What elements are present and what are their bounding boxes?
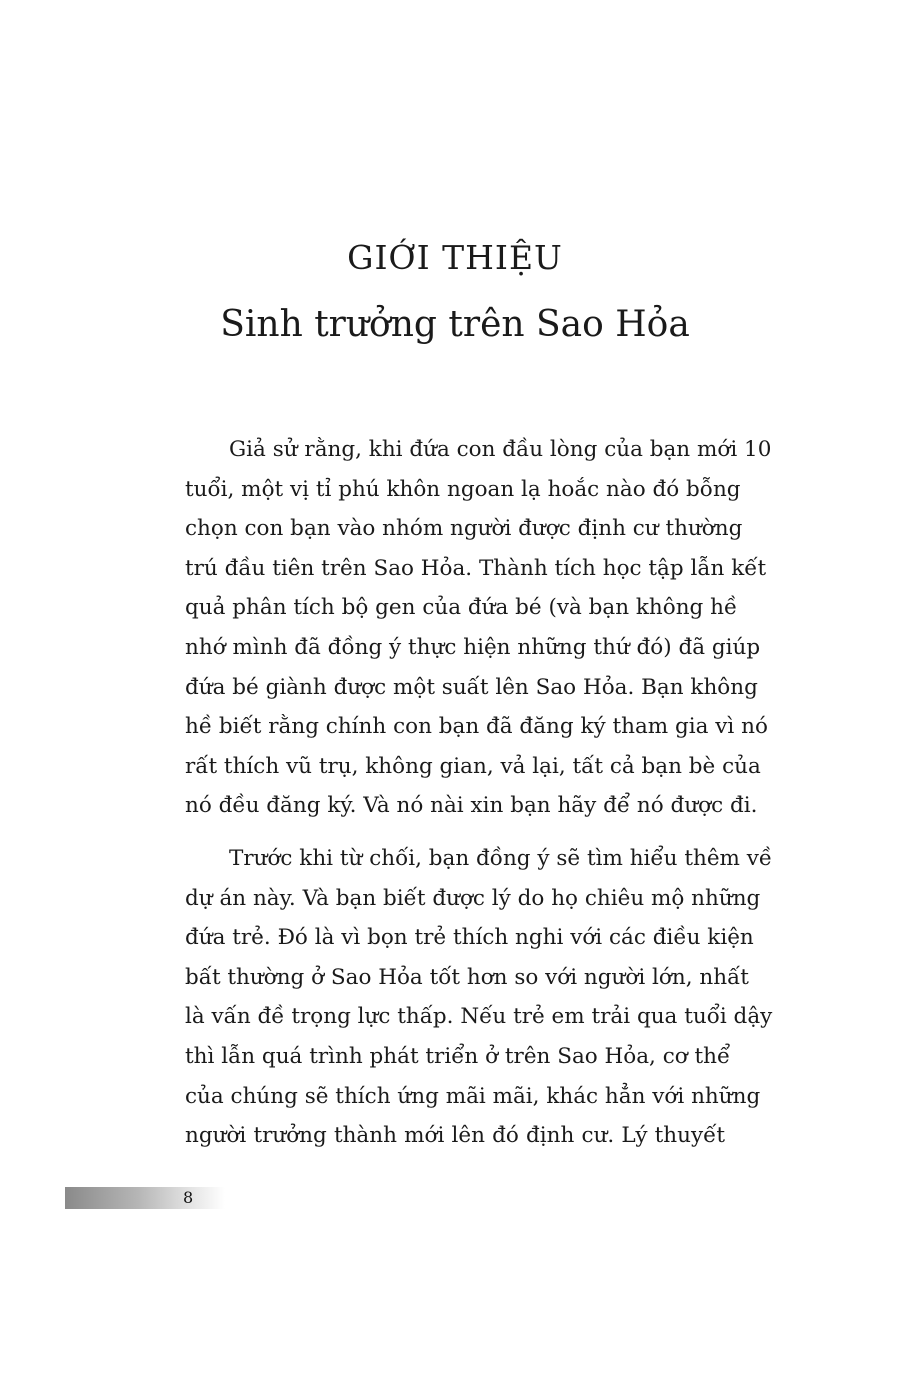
text-line: rất thích vũ trụ, không gian, vả lại, tất cả bạn bè của [185, 753, 761, 779]
page-number: 8 [183, 1188, 194, 1207]
paragraph-1 [185, 430, 772, 826]
text-line: của chúng sẽ thích ứng mãi mãi, khác hẳn với những [185, 1083, 761, 1109]
text-line: trú đầu tiên trên Sao Hỏa. Thành tích học tập lẫn kết [185, 555, 767, 581]
text-line: dự án này. Và bạn biết được lý do họ chiêu mộ những [185, 885, 761, 911]
text-line: hề biết rằng chính con bạn đã đăng ký tham gia vì nó [185, 714, 768, 740]
text-line: quả phân tích bộ gen của đứa bé (và bạn không hề [185, 595, 738, 621]
text-line: thì lẫn quá trình phát triển ở trên Sao Hỏa, cơ thể [185, 1043, 731, 1069]
chapter-label: GIỚI THIỆU [347, 238, 563, 277]
text-line: bất thường ở Sao Hỏa tốt hơn so với người lớn, nhất [185, 964, 749, 990]
paragraph-2 [185, 839, 773, 1156]
text-line: nhớ mình đã đồng ý thực hiện những thứ đó) đã giúp [185, 634, 761, 660]
chapter-title: Sinh trưởng trên Sao Hỏa [220, 304, 690, 345]
body-text [185, 430, 773, 1169]
text-line: nó đều đăng ký. Và nó nài xin bạn hãy để nó được đi. [185, 793, 758, 819]
text-line: người trưởng thành mới lên đó định cư. Lý thuyết [185, 1123, 725, 1149]
text-line: đứa trẻ. Đó là vì bọn trẻ thích nghi với các điều kiện [185, 925, 754, 951]
text-line: tuổi, một vị tỉ phú khôn ngoan lạ hoắc nào đó bỗng [185, 476, 741, 502]
text-line: Giả sử rằng, khi đứa con đầu lòng của bạn mới 10 [229, 437, 772, 462]
text-line: Trước khi từ chối, bạn đồng ý sẽ tìm hiểu thêm về [229, 845, 773, 871]
page-number-bar [65, 1187, 225, 1209]
text-line: là vấn đề trọng lực thấp. Nếu trẻ em trải qua tuổi dậy [185, 1004, 773, 1030]
text-line: đứa bé giành được một suất lên Sao Hỏa. Bạn không [185, 674, 758, 700]
text-line: chọn con bạn vào nhóm người được định cư thường [185, 516, 743, 542]
